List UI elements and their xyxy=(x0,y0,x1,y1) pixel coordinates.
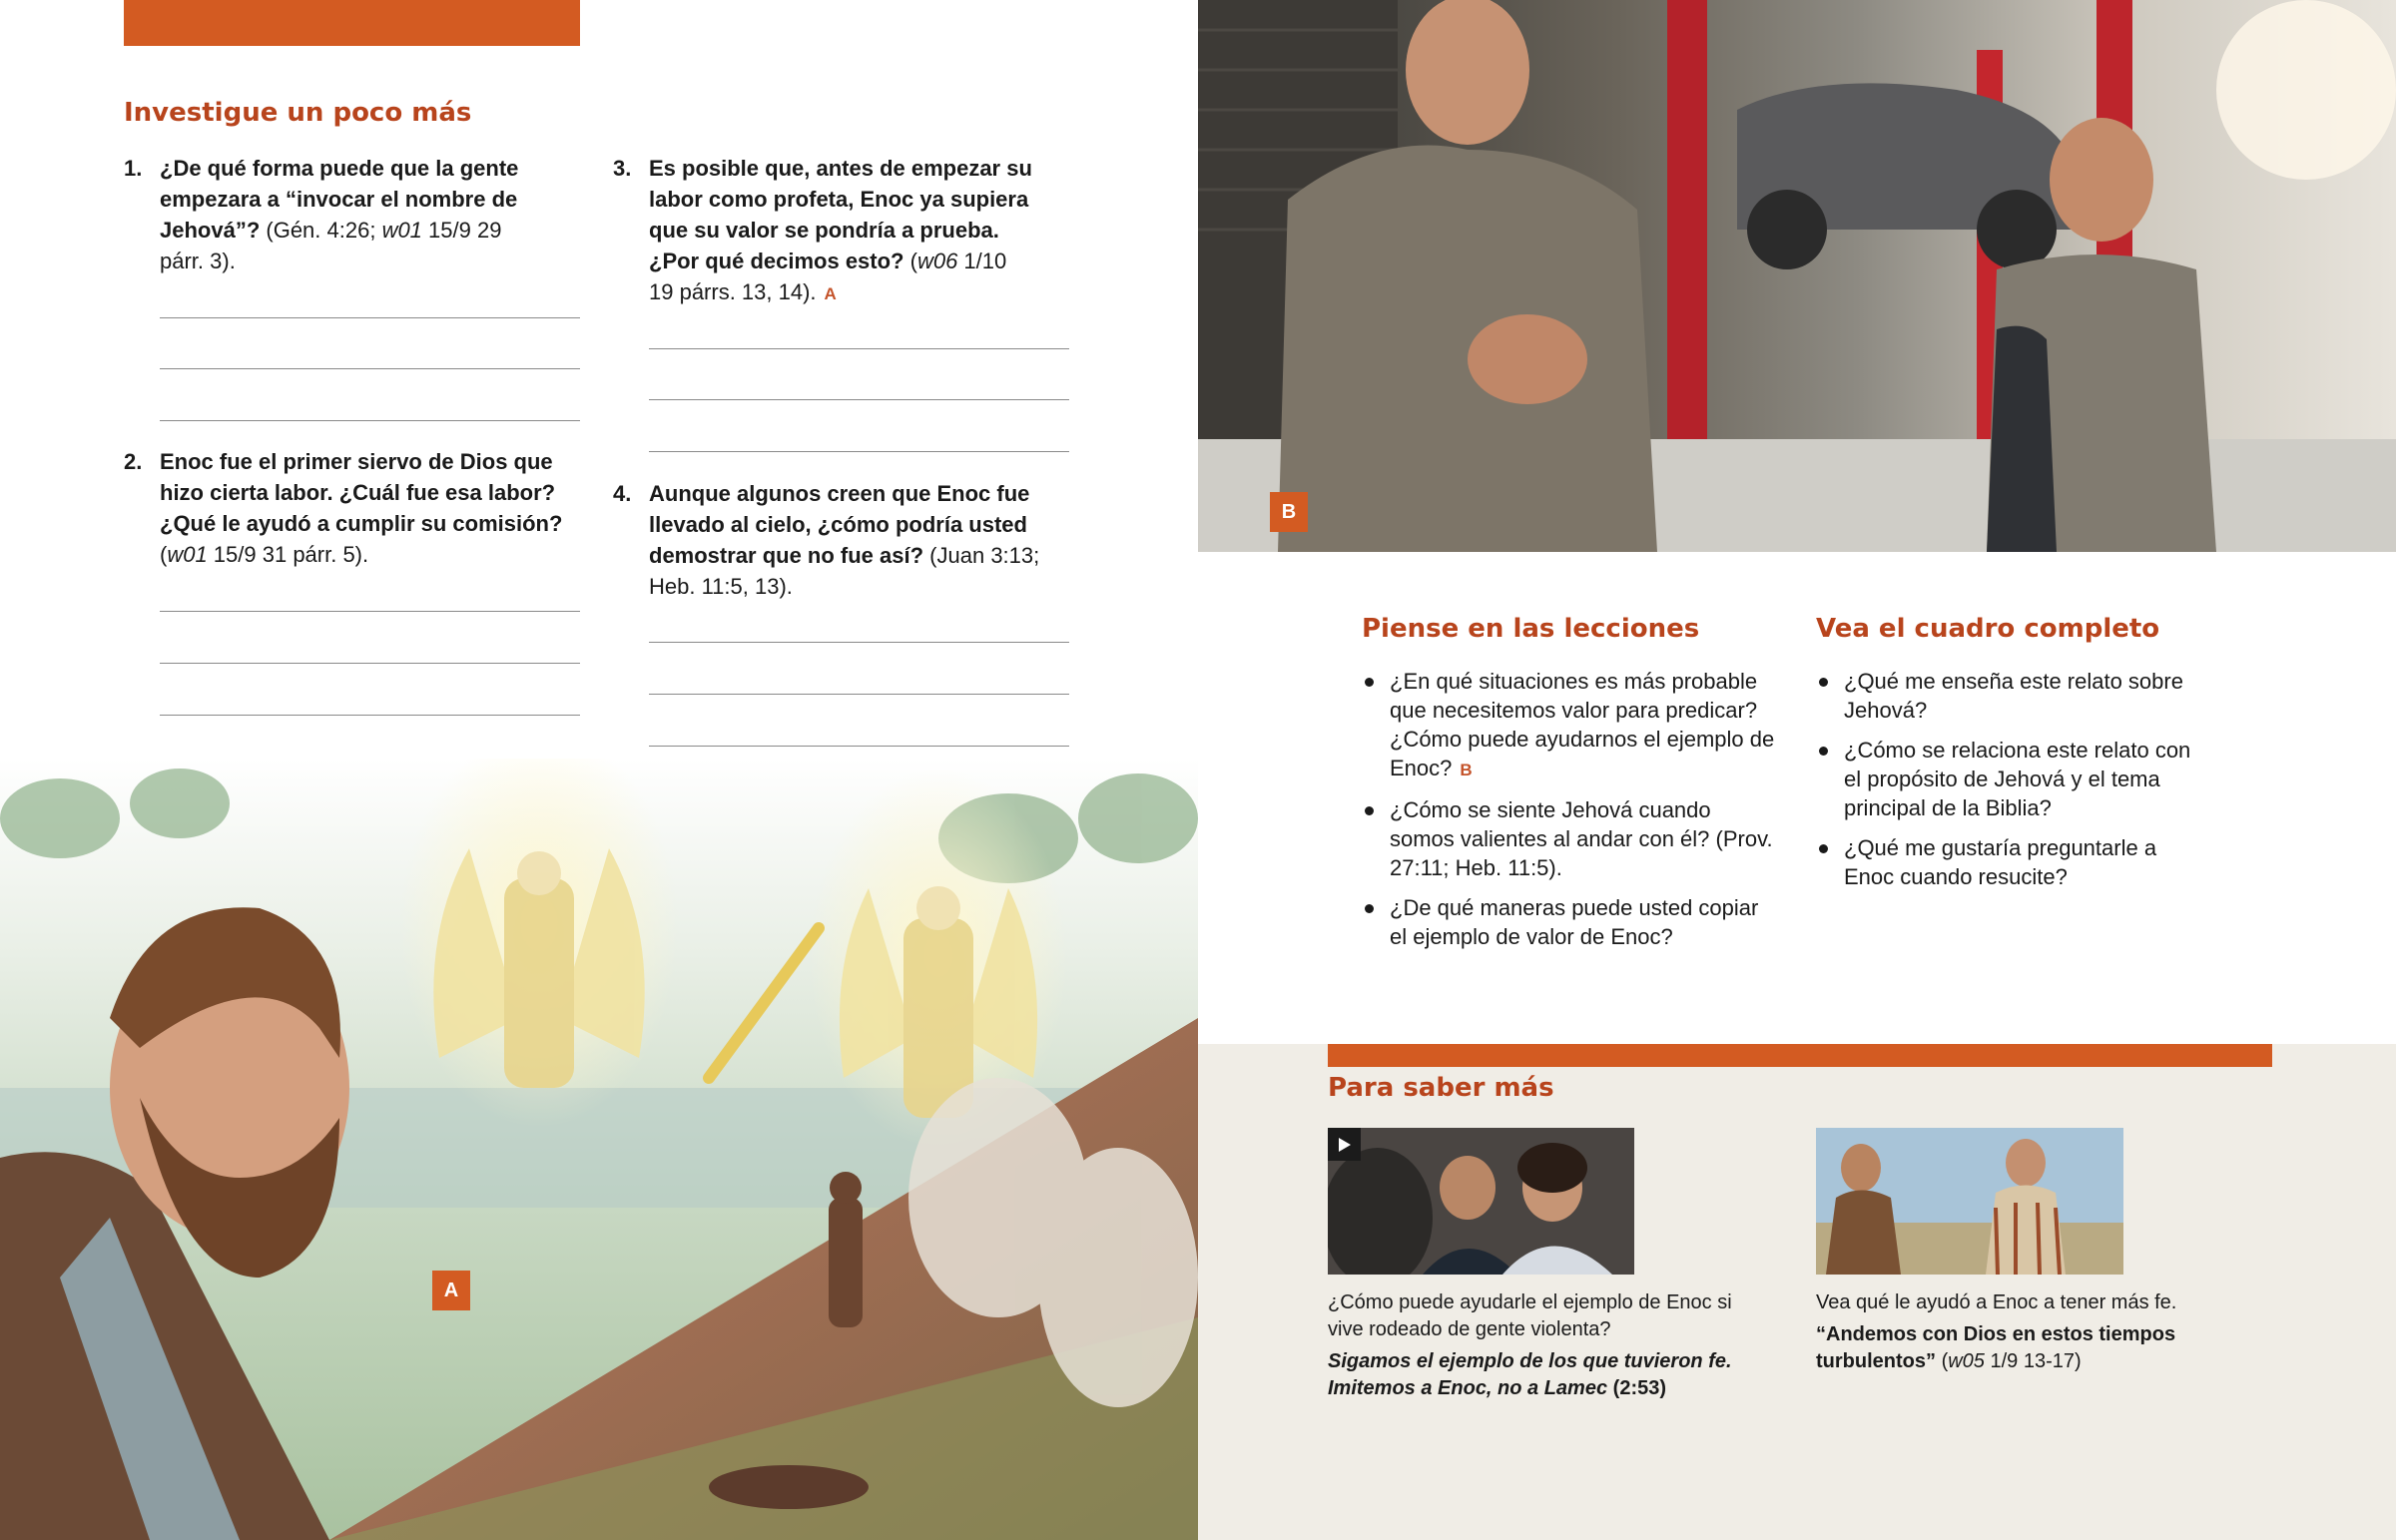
question-text-segment: w01 xyxy=(167,542,208,567)
article-ref: (w05 1/9 13-17) xyxy=(1941,1350,2082,1372)
photo-mechanic-svg xyxy=(1198,0,2396,552)
question-line xyxy=(649,540,1082,571)
question-text-segment: empezara a “invocar el nombre de xyxy=(160,187,518,212)
question-text-segment: labor como profeta, Enoc ya supiera xyxy=(649,187,1029,212)
question-text-segment: ¿Qué le ayudó a cumplir su comisión? xyxy=(160,511,563,536)
question-text-segment: Jehová”? xyxy=(160,218,261,243)
question-line xyxy=(160,184,593,215)
question-text-segment: párr. 3). xyxy=(160,249,236,273)
answer-line[interactable] xyxy=(160,663,580,664)
image-marker-a: A xyxy=(432,1271,470,1310)
bullet-text: ¿En qué situaciones es más probable que necesitemos valor para predicar? ¿Cómo puede ayudarnos el ejemplo de Enoc? xyxy=(1390,669,1775,780)
question-text-segment: (Gén. 4:26; xyxy=(260,218,382,243)
question-text-segment: llevado al cielo, ¿cómo podría usted xyxy=(649,512,1027,537)
question-text-segment: 15/9 29 xyxy=(421,218,502,243)
lessons-list xyxy=(1362,667,1781,962)
question-number: 1. xyxy=(124,156,143,181)
answer-line[interactable] xyxy=(160,368,580,369)
article-link[interactable] xyxy=(1816,1321,2215,1375)
question-text-segment: (Juan 3:13; xyxy=(923,543,1040,568)
video-thumbnail[interactable] xyxy=(1328,1128,1634,1275)
answer-line[interactable] xyxy=(160,715,580,716)
question-line xyxy=(649,246,1082,276)
question-text-segment: que su valor se pondría a prueba. xyxy=(649,218,999,243)
question-text xyxy=(160,153,593,276)
question-text-segment: hizo cierta labor. ¿Cuál fue esa labor? xyxy=(160,480,556,505)
article-thumbnail[interactable] xyxy=(1816,1128,2123,1275)
bullet-item xyxy=(1816,736,2195,822)
bullet-text: ¿Cómo se relaciona este relato con el propósito de Jehová y el tema principal de la Biblia? xyxy=(1844,738,2191,820)
question-text xyxy=(649,153,1082,309)
section-title-investigate: Investigue un poco más xyxy=(124,98,472,128)
question-text-segment: w01 xyxy=(381,218,422,243)
bullet-text: ¿Cómo se siente Jehová cuando somos valientes al andar con él? (Prov. 27:11; Heb. 11:5). xyxy=(1390,797,1773,880)
question-text-segment: 1/10 xyxy=(957,249,1007,273)
question-line xyxy=(649,509,1082,540)
answer-line[interactable] xyxy=(649,694,1069,695)
image-reference-marker[interactable]: B xyxy=(1460,761,1473,779)
question-line xyxy=(649,478,1082,509)
section-title-lessons: Piense en las lecciones xyxy=(1362,614,1700,644)
question-4 xyxy=(613,478,1082,602)
answer-line[interactable] xyxy=(160,317,580,318)
answer-line[interactable] xyxy=(649,451,1069,452)
question-text-segment: Es posible que, antes de empezar su xyxy=(649,156,1032,181)
answer-line[interactable] xyxy=(160,420,580,421)
article-caption: Vea qué le ayudó a Enoc a tener más fe. xyxy=(1816,1291,2177,1313)
play-icon[interactable] xyxy=(1328,1128,1361,1161)
video-thumbnail-svg xyxy=(1328,1128,1634,1275)
question-number: 4. xyxy=(613,481,632,506)
question-line xyxy=(649,276,1082,309)
answer-line[interactable] xyxy=(160,611,580,612)
question-3 xyxy=(613,153,1082,309)
video-link[interactable] xyxy=(1328,1348,1777,1402)
bullet-item xyxy=(1362,667,1781,784)
more-info-bar xyxy=(1328,1044,2272,1067)
question-line xyxy=(160,153,593,184)
video-caption: ¿Cómo puede ayudarle el ejemplo de Enoc si vive rodeado de gente violenta? xyxy=(1328,1291,1732,1340)
bullet-item xyxy=(1362,893,1781,951)
question-line xyxy=(649,153,1082,184)
question-line xyxy=(649,184,1082,215)
decorative-color-bar xyxy=(124,0,580,46)
question-line xyxy=(160,215,593,246)
answer-line[interactable] xyxy=(649,399,1069,400)
question-line xyxy=(160,508,593,539)
question-number: 3. xyxy=(613,156,632,181)
question-number: 2. xyxy=(124,449,143,474)
question-text-segment: demostrar que no fue así? xyxy=(649,543,924,568)
video-duration: (2:53) xyxy=(1612,1377,1667,1399)
article-title[interactable]: “Andemos con Dios en estos tiempos turbulentos” xyxy=(1816,1323,2176,1372)
question-text xyxy=(160,446,593,570)
image-marker-b: B xyxy=(1270,492,1308,532)
photo-mechanic-shop xyxy=(1198,0,2396,552)
question-text-segment: 19 párrs. 13, 14). xyxy=(649,279,817,304)
question-line xyxy=(160,446,593,477)
article-thumbnail-svg xyxy=(1816,1128,2123,1275)
question-line xyxy=(649,215,1082,246)
illustration-enoch-angels xyxy=(0,759,1198,1540)
bullet-text: ¿De qué maneras puede usted copiar el ejemplo de valor de Enoc? xyxy=(1390,895,1759,949)
question-line xyxy=(160,246,593,276)
question-text-segment: ( xyxy=(903,249,917,273)
answer-line[interactable] xyxy=(649,348,1069,349)
bullet-item xyxy=(1362,795,1781,882)
question-2 xyxy=(124,446,593,570)
answer-line[interactable] xyxy=(649,746,1069,747)
question-text-segment: Enoc fue el primer siervo de Dios que xyxy=(160,449,553,474)
overview-list xyxy=(1816,667,2195,902)
question-text-segment: 15/9 31 párr. 5). xyxy=(207,542,369,567)
question-text-segment: Aunque algunos creen que Enoc fue xyxy=(649,481,1030,506)
question-text xyxy=(649,478,1082,602)
question-text-segment: Heb. 11:5, 13). xyxy=(649,574,793,599)
answer-line[interactable] xyxy=(649,642,1069,643)
bullet-item xyxy=(1816,833,2195,891)
question-line xyxy=(649,571,1082,602)
question-line xyxy=(160,539,593,570)
section-title-overview: Vea el cuadro completo xyxy=(1816,614,2160,644)
bullet-text: ¿Qué me gustaría preguntarle a Enoc cuando resucite? xyxy=(1844,835,2157,889)
bullet-text: ¿Qué me enseña este relato sobre Jehová? xyxy=(1844,669,2183,723)
question-text-segment: ( xyxy=(160,542,168,567)
image-reference-marker[interactable]: A xyxy=(824,284,837,303)
video-title[interactable]: Sigamos el ejemplo de los que tuvieron fe. Imitemos a Enoc, no a Lamec xyxy=(1328,1350,1732,1399)
question-1 xyxy=(124,153,593,276)
bullet-item xyxy=(1816,667,2195,725)
illustration-enoch-svg xyxy=(0,759,1198,1540)
question-line xyxy=(160,477,593,508)
section-title-more: Para saber más xyxy=(1328,1073,1554,1103)
question-text-segment: ¿Por qué decimos esto? xyxy=(649,249,904,273)
question-text-segment: ¿De qué forma puede que la gente xyxy=(160,156,519,181)
question-text-segment: w06 xyxy=(916,249,958,273)
